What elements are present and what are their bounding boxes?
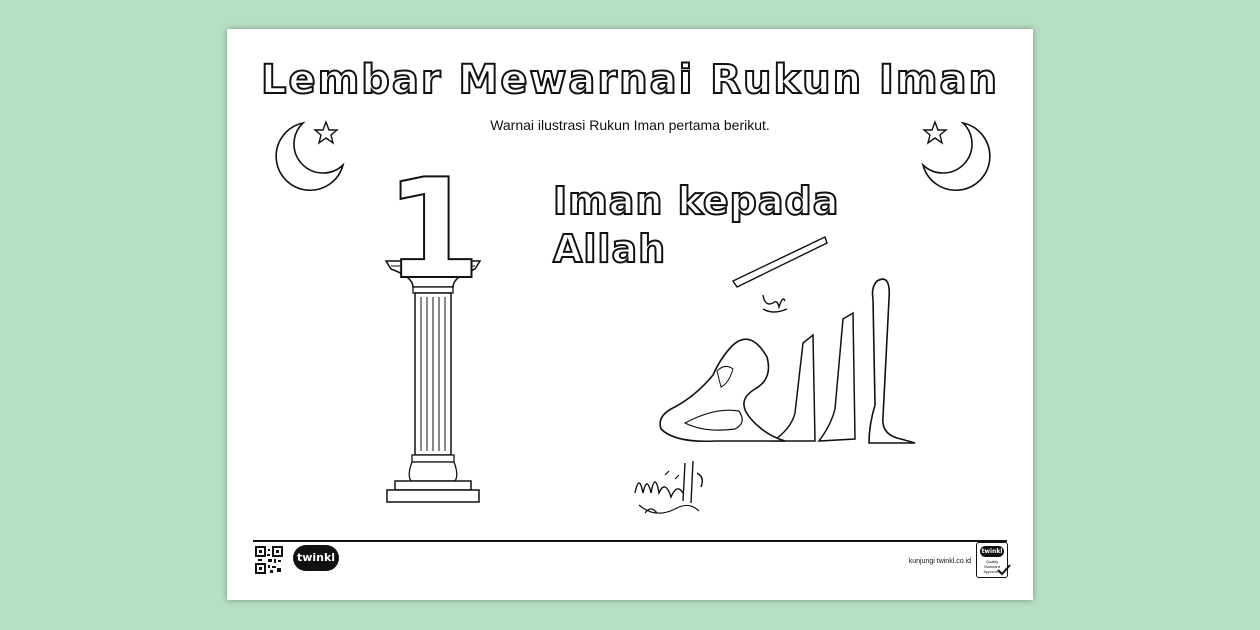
allah-calligraphy xyxy=(655,229,925,469)
subhanahu-calligraphy xyxy=(625,453,715,523)
pillar-heading-line2: Allah xyxy=(553,227,667,271)
twinkl-logo[interactable]: twinkl xyxy=(293,545,339,571)
pillar-heading-line1: Iman kepada xyxy=(553,179,840,223)
crescent-star-icon xyxy=(915,117,995,197)
badge-logo: twinkl xyxy=(981,548,1003,555)
worksheet-page xyxy=(227,29,1033,600)
footer-website-link[interactable]: kunjungi twinkl.co.id xyxy=(908,558,971,565)
svg-text:1: 1 xyxy=(384,149,482,310)
pillar-number xyxy=(384,149,482,310)
footer-divider xyxy=(253,540,1007,542)
qr-code-icon xyxy=(255,546,283,574)
badge-text: Quality Standard Approved xyxy=(983,559,1001,574)
checkmark-icon xyxy=(997,564,1011,576)
worksheet-instruction: Warnai ilustrasi Rukun Iman pertama berikut. xyxy=(490,117,770,133)
worksheet-title: Lembar Mewarnai Rukun Iman xyxy=(260,57,1000,103)
crescent-star-icon xyxy=(271,117,351,197)
